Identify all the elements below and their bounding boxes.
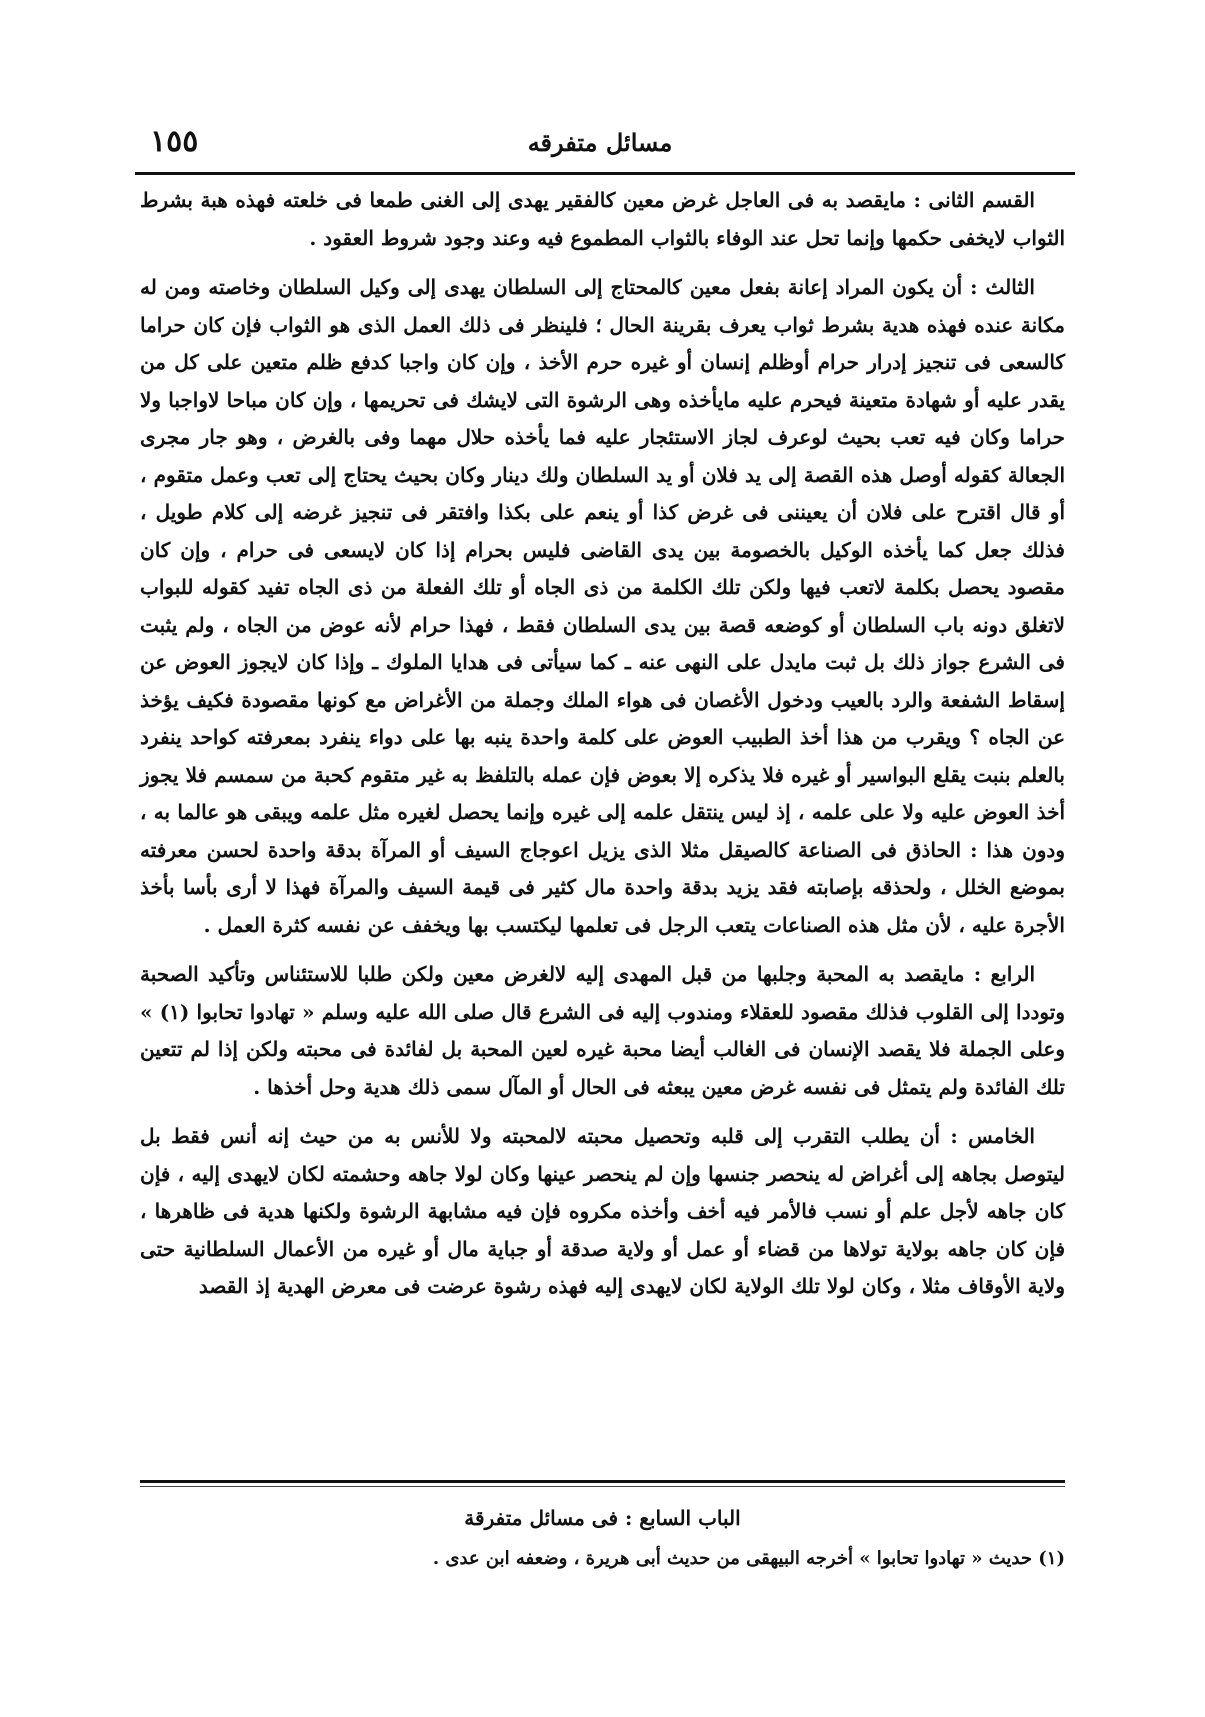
paragraph-section-two: القسم الثانى : مايقصد به فى العاجل غرض معين كالفقير يهدى إلى الغنى طمعا فى خلعته فهذه هبة بشرط الثواب لايخفى حكمها وإنما تحل عند الوفاء بالثواب المطموع فيه وعند وجود شروط العقود . <box>140 188 1065 250</box>
chapter-footer-title: الباب السابع : فى مسائل متفرقة <box>464 1506 741 1530</box>
footnote: (١) حديث « تهادوا تحابوا » أخرجه البيهقى من حديث أبى هريرة ، وضعفه ابن عدى . <box>432 1548 1065 1569</box>
paragraph-section-three: الثالث : أن يكون المراد إعانة بفعل معين كالمحتاج إلى السلطان يهدى إلى وكيل السلطان وخاصته ومن له مكانة عنده فهذه هدية بشرط ثواب يعرف بقرينة الحال ؛ فلينظر فى ذلك العمل الذى هو الثواب فإن كان حراما كالسعى فى تنجيز إدرار حرام أوظلم إنسان أو غيره حرم الأخذ ، وإن كان واجبا كدفع ظلم متعين على كل من يقدر عليه أو شهادة متعينة فيحرم عليه مايأخذه وهى الرشوة التى لايشك فى تحريمها ، وإن كان مباحا لاواجبا ولا حراما وكان فيه تعب بحيث لوعرف لجاز الاستئجار عليه فما يأخذه حلال مهما وفى بالغرض ، وهو جار مجرى الجعالة كقوله أوصل هذه القصة إلى يد فلان أو يد السلطان ولك دينار وكان بحيث يحتاج إلى تعب وعمل متقوم ، أو قال اقترح على فلان أن يعيننى فى غرض كذا أو ينعم على بكذا وافتقر فى تنجيز غرضه إلى كلام طويل ، فذلك جعل كما يأخذه الوكيل بالخصومة بين يدى القاضى فليس بحرام إذا كان لايسعى فى حرام ، وإن كان مقصود يحصل بكلمة لاتعب فيها ولكن تلك الكلمة من ذى الجاه أو تلك الفعلة من ذى الجاه تفيد كقوله للبواب لاتغلق دونه باب السلطان أو كوضعه قصة بين يدى السلطان فقط ، فهذا حرام لأنه عوض من الجاه ، ولم يثبت فى الشرع جواز ذلك بل ثبت مايدل على النهى عنه ـ كما سيأتى فى هدايا الملوك ـ وإذا كان لايجوز العوض عن إسقاط الشفعة والرد بالعيب ودخول الأغصان فى هواء الملك وجملة من الأغراض مع كونها مقصودة فكيف يؤخذ عن الجاه ؟ ويقرب من هذا أخذ الطبيب العوض على كلمة واحدة ينبه بها على دواء ينفرد بمعرفته كواحد ينفرد بالعلم بنبت يقلع البواسير أو غيره فلا يذكره إلا بعوض فإن عمله بالتلفظ به غير متقوم كحبة من سمسم فلا يجوز أخذ العوض عليه ولا على علمه ، إذ ليس ينتقل علمه إلى غيره وإنما يحصل لغيره مثل علمه ويبقى هو عالما به ، ودون هذا : الحاذق فى الصناعة كالصيقل مثلا الذى يزيل اعوجاج السيف أو المرآة بدقة واحدة لحسن معرفته بموضع الخلل ، ولحذقه بإصابته فقد يزيد بدقة واحدة مال كثير فى قيمة السيف والمرآة فهذا لا أرى بأسا بأخذ الأجرة عليه ، لأن مثل هذه الصناعات يتعب الرجل فى تعلمها ليكتسب بها ويخفف عن نفسه كثرة العمل . <box>140 275 1066 937</box>
running-title: مسائل متفرقه <box>527 128 673 157</box>
main-text <box>140 182 1065 1318</box>
paragraph-section-five: الخامس : أن يطلب التقرب إلى قلبه وتحصيل محبته لالمحبته ولا للأنس به من حيث إنه أنس فقط بل ليتوصل بجاهه إلى أغراض له ينحصر جنسها وإن لم ينحصر عينها وكان لولا جاهه وحشمته لكان لايهدى إليه ، فإن كان جاهه لأجل علم أو نسب فالأمر فيه أخف وأخذه مكروه فإن فيه مشابهة الرشوة ولكنها هدية فى ظاهرها ، فإن كان جاهه بولاية تولاها من قضاء أو عمل أو ولاية صدقة أو جباية مال أو غيره من الأعمال السلطانية حتى ولاية الأوقاف مثلا ، وكان لولا تلك الولاية لكان لايهدى إليه فهذه رشوة عرضت فى معرض الهدية إذ القصد <box>140 1124 1066 1298</box>
footer-rule-thin <box>140 1486 1065 1487</box>
footer-rule <box>140 1480 1065 1483</box>
paragraph-section-four: الرابع : مايقصد به المحبة وجلبها من قبل المهدى إليه لالغرض معين ولكن طلبا للاستئناس وتأكيد الصحبة وتوددا إلى القلوب فذلك مقصود للعقلاء ومندوب إليه فى الشرع قال صلى الله عليه وسلم « تهادوا تحابوا (١) » وعلى الجملة فلا يقصد الإنسان فى الغالب أيضا محبة غيره لعين المحبة بل لفائدة فى محبته ولكن إذا لم تتعين تلك الفائدة ولم يتمثل فى نفسه غرض معين يبعثه فى الحال أو المآل سمى ذلك هدية وحل أخذها . <box>140 962 1065 1099</box>
page-number: ١٥٥ <box>150 124 199 159</box>
header-rule <box>135 172 1075 175</box>
page-header <box>135 118 1065 168</box>
